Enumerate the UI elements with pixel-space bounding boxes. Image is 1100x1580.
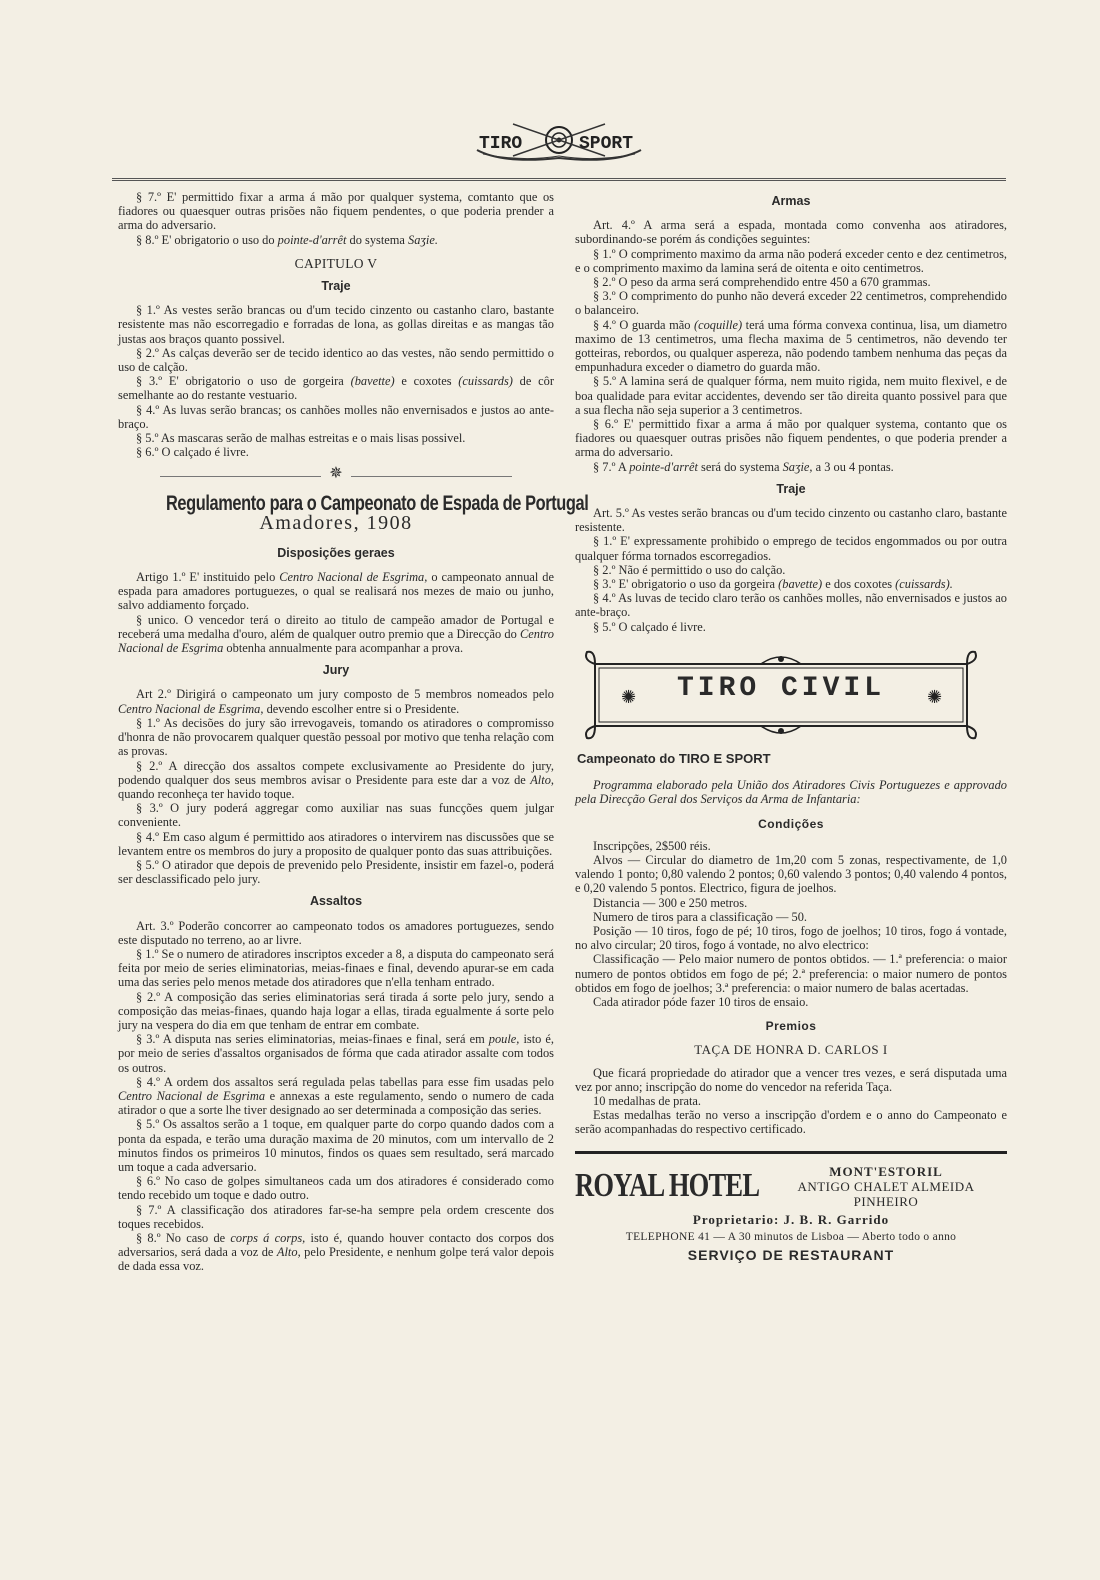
hotel-former-name: ANTIGO CHALET ALMEIDA PINHEIRO: [797, 1178, 975, 1209]
paragraph: Cada atirador póde fazer 10 tiros de ensaio.: [593, 994, 809, 1009]
paragraph: § 1.º O comprimento maximo da arma não poderá exceder cento e dez centimetros, e o comprimento maximo da lamina será de oitenta e oito centimetros.: [575, 246, 1007, 275]
hotel-service: SERVIÇO DE RESTAURANT: [687, 1246, 895, 1263]
paragraph: § 1.º Se o numero de atiradores inscriptos exceder a 8, a disputa do campeonato será feita por meio de series eliminatorias, meias-finaes e final, devendo apurar-se em cada uma das series pelo menos metade dos atiradores que n'ella tenham entrado.: [118, 946, 554, 990]
section-heading-armas: Armas: [771, 194, 811, 208]
section-heading-traje: Traje: [321, 279, 351, 294]
svg-text:SPORT: SPORT: [579, 134, 634, 154]
advert-rule: [575, 1151, 1007, 1154]
paragraph: § 4.º As luvas de tecido claro terão os canhões molles, não envernisados e justos ao ante-braço.: [575, 591, 1007, 620]
tiro-civil-title: TIRO CIVIL: [676, 672, 886, 704]
left-column: [118, 190, 589, 1274]
paragraph: Artigo 1.º E' instituido pelo Centro Nacional de Esgrima, o campeonato annual de espada para amadores portuguezes, o qual se realisará nos mezes de maio ou junho, salvo addiamento forçado.: [118, 570, 554, 613]
star-ornament-icon: ✵: [321, 465, 350, 482]
paragraph: § 3.º A disputa nas series eliminatorias, meias-finaes e final, será em poule, isto é, por meio de series d'assaltos organisados de fórma que cada atirador assalte com todos os outros.: [118, 1032, 554, 1075]
paragraph: § 7.º A classificação dos atiradores far-se-ha sempre pela ordem crescente dos toques recebidos.: [118, 1202, 554, 1231]
article-subtitle: Amadores, 1908: [259, 511, 413, 534]
paragraph: Que ficará propriedade do atirador que a vencer tres vezes, e será disputada uma vez por anno; inscripção do nome do vencedor na referida Taça.: [575, 1065, 1007, 1094]
programme-intro: Programma elaborado pela União dos Atiradores Civis Portuguezes e approvado pela Direcção Geral dos Serviços da Arma de Infantaria:: [575, 778, 1007, 807]
paragraph: § 2.º A direcção dos assaltos compete exclusivamente ao Presidente do jury, podendo qualquer dos seus membros avisar o Presidente para este dar a voz de Alto, quando reconheça ter havido toque.: [118, 758, 554, 801]
paragraph: § 5.º O calçado é livre.: [593, 619, 706, 634]
chapter-heading: CAPITULO V: [294, 255, 378, 271]
paragraph: § 4.º A ordem dos assaltos será regulada pelas tabellas para esse fim usadas pelo Centro Nacional de Esgrima e annexas a este regulamento, sendo o numero de cada atirador o que a sorte lhe tiver designado ao ser determinada a composição das series.: [118, 1074, 554, 1118]
paragraph: § 3.º E' obrigatorio o uso de gorgeira (bavette) e coxotes (cuissards) de côr semelhante ao do restante vestuario.: [118, 374, 554, 403]
paragraph: § 4.º Em caso algum é permittido aos atiradores o intervirem nas discussões que se levantem entre os membros do jury a proposito de qualquer ponto das suas attribuições.: [118, 829, 554, 858]
paragraph: § 1.º As vestes serão brancas ou d'um tecido cinzento ou castanho claro, bastante resistente mas não escorregadio e forradas de lona, as gollas direitas e as mangas tão justas aos braços quanto possivel.: [118, 303, 554, 346]
paragraph: § 1.º As decisões do jury são irrevogaveis, tomando os atiradores o compromisso d'honra de não provocarem qualquer questão pessoal por motivo que tenha relação com as provas.: [118, 715, 554, 759]
svg-text:✺: ✺: [927, 686, 943, 708]
section-divider: [118, 467, 554, 485]
section-heading-premios: Premios: [765, 1019, 817, 1034]
paragraph: Art 2.º Dirigirá o campeonato um jury composto de 5 membros nomeados pelo Centro Nacional de Esgrima, devendo escolher entre si o Presidente.: [118, 687, 554, 716]
paragraph: § 6.º No caso de golpes simultaneos cada um dos atiradores é considerado como tendo recebido um toque e dado outro.: [118, 1174, 554, 1203]
paragraph: Numero de tiros para a classificação — 50.: [593, 909, 807, 924]
paragraph: § 5.º Os assaltos serão a 1 toque, em qualquer parte do corpo quando dados com a ponta da espada, e terão uma duração maxima de 20 minutos, com um intervallo de 2 minutos findos os primeiros 10 minutos, findos os quaes sem resultado, será marcado um toque a cada adversario.: [118, 1117, 554, 1174]
paragraph: § 2.º Não é permittido o uso do calção.: [593, 562, 786, 577]
paragraph: § 7.º A pointe-d'arrêt será do systema Saʒie, a 3 ou 4 pontas.: [593, 459, 894, 474]
paragraph: § 6.º E' permittido fixar a arma á mão por qualquer systema, contanto que os fiadores ou quaesquer outras prisões não fiquem pendentes, o que poderia prender a arma do adversario.: [575, 417, 1007, 460]
paragraph: § 5.º O atirador que depois de prevenido pelo Presidente, insistir em fazel-o, poderá ser desclassificado pelo jury.: [118, 857, 554, 887]
header-rule: [112, 178, 1006, 181]
paragraph: § 2.º As calças deverão ser de tecido identico ao das vestes, não sendo permittido o uso de calção.: [118, 345, 554, 375]
paragraph: § 3.º E' obrigatorio o uso da gorgeira (bavette) e dos coxotes (cuissards).: [593, 577, 953, 592]
paragraph: Art. 5.º As vestes serão brancas ou d'um tecido cinzento ou castanho claro, bastante resistente.: [575, 506, 1007, 535]
paragraph: Estas medalhas terão no verso a inscripção d'ordem e o anno do Campeonato e serão acompanhadas do respectivo certificado.: [575, 1108, 1007, 1137]
section-heading-assaltos: Assaltos: [309, 894, 363, 909]
tiro-civil-banner: [581, 650, 981, 740]
hotel-name: ROYAL HOTEL: [575, 1166, 760, 1204]
paragraph: § 1.º E' expressamente prohibido o emprego de tecidos engommados ou por outra qualquer fórma tornados escorregadios.: [575, 534, 1007, 563]
svg-text:TIRO: TIRO: [479, 134, 523, 154]
paragraph: § 6.º O calçado é livre.: [136, 445, 249, 460]
svg-text:✺: ✺: [621, 686, 637, 708]
paragraph: § 5.º A lamina será de qualquer fórma, nem muito rigida, nem muito flexivel, e de boa qualidade para evitar accidentes, devendo ser tão direita quanto possivel para que a sua flecha não seja superior a 3 centimetros.: [575, 374, 1007, 417]
hotel-proprietor: Proprietario: J. B. R. Garrido: [692, 1211, 890, 1227]
hotel-location: MONT'ESTORIL: [829, 1163, 943, 1179]
royal-hotel-advert: [575, 1164, 1007, 1263]
paragraph: Posição — 10 tiros, fogo de pé; 10 tiros, fogo de joelhos; 10 tiros, fogo á vontade, no alvo circular; 20 tiros, fogo á vontade, no alvo electrico:: [575, 923, 1007, 953]
paragraph: § 5.º As mascaras serão de malhas estreitas e o mais lisas possivel.: [136, 431, 466, 446]
paragraph: § 3.º O comprimento do punho não deverá exceder 22 centimetros, comprehendido o balanceiro.: [575, 289, 1007, 318]
article-title: Regulamento para o Campeonato de Espada de Portugal: [165, 492, 589, 516]
paragraph: Art. 3.º Poderão concorrer ao campeonato todos os amadores portuguezes, sendo este disputado no terreno, ao ar livre.: [118, 918, 554, 947]
paragraph: § 7.º E' permittido fixar a arma á mão por qualquer systema, comtanto que os fiadores ou quaesquer outras prisões não fiquem pendentes, o que poderia prender a arma do adversario.: [118, 190, 554, 233]
championship-heading: Campeonato do TIRO E SPORT: [577, 750, 771, 766]
hotel-telephone: TELEPHONE 41 — A 30 minutos de Lisboa — Aberto todo o anno: [625, 1230, 957, 1243]
paragraph: Distancia — 300 e 250 metros.: [593, 895, 748, 910]
section-heading-condicoes: Condições: [758, 816, 824, 831]
paragraph: Inscripções, 2$500 réis.: [593, 838, 711, 853]
paragraph: § 8.º E' obrigatorio o uso do pointe-d'arrêt do systema Saʒie.: [136, 232, 438, 247]
tiro-e-sport-logo: [473, 120, 645, 164]
paragraph: 10 medalhas de prata.: [593, 1093, 702, 1108]
paragraph: § 4.º O guarda mão (coquille) terá uma fórma convexa continua, lisa, um diametro maximo de 13 centimetros, uma flecha maxima de 5 centimetros, não devendo ter gotteiras, rebordos, ou qualquer aspereza, não podendo tambem nenhuma das peças da empunhadura exceder o diametro do guarda mão.: [575, 317, 1007, 375]
paragraph: § 4.º As luvas serão brancas; os canhões molles não envernisados e justos ao ante-braço.: [118, 402, 554, 431]
section-heading-disposicoes: Disposições geraes: [277, 545, 395, 560]
trophy-name: TAÇA DE HONRA D. CARLOS I: [694, 1042, 888, 1058]
paragraph: § 3.º O jury poderá aggregar como auxiliar nas suas funcções quem julgar conveniente.: [118, 801, 554, 830]
section-heading-traje-2: Traje: [776, 481, 806, 496]
paragraph: Art. 4.º A arma será a espada, montada como convenha aos atiradores, subordinando-se porém ás condições seguintes:: [575, 218, 1007, 247]
paragraph: Alvos — Circular do diametro de 1m,20 com 5 zonas, respectivamente, de 1,0 valendo 1 ponto; 0,80 valendo 2 pontos; 0,60 valendo 3 pontos; 0,40 valendo 4 pontos, e 0,20 valendo 5 pontos. Electrico, figura de joelhos.: [575, 852, 1007, 896]
paragraph: § unico. O vencedor terá o direito ao titulo de campeão amador de Portugal e receberá uma medalha d'ouro, além de qualquer outro premio que a Direcção do Centro Nacional de Esgrima obtenha annualmente para acompanhar a prova.: [118, 612, 554, 656]
paragraph: § 8.º No caso de corps á corps, isto é, quando houver contacto dos corpos dos adversarios, será dada a voz de Alto, pelo Presidente, e nenhum golpe terá valor depois de dada essa voz.: [118, 1231, 555, 1274]
section-heading-jury: Jury: [322, 663, 350, 678]
paragraph: Classificação — Pelo maior numero de pontos obtidos. — 1.ª preferencia: o maior numero de pontos obtidos em fogo de pé; 2.ª preferencia: o maior numero de pontos obtidos em fogo de joelhos; 3.ª preferencia: o maior numero de balas acertadas.: [575, 952, 1007, 995]
paragraph: § 2.º O peso da arma será comprehendido entre 450 a 670 grammas.: [593, 275, 931, 290]
right-column: [575, 190, 1007, 1262]
paragraph: § 2.º A composição das series eliminatorias será tirada á sorte pelo jury, sendo a composição das meias-finaes, quando haja logar a ellas, tirada egualmente á sorte pelo jury na vespera do dia em que tenham de entrar em combate.: [118, 989, 554, 1032]
